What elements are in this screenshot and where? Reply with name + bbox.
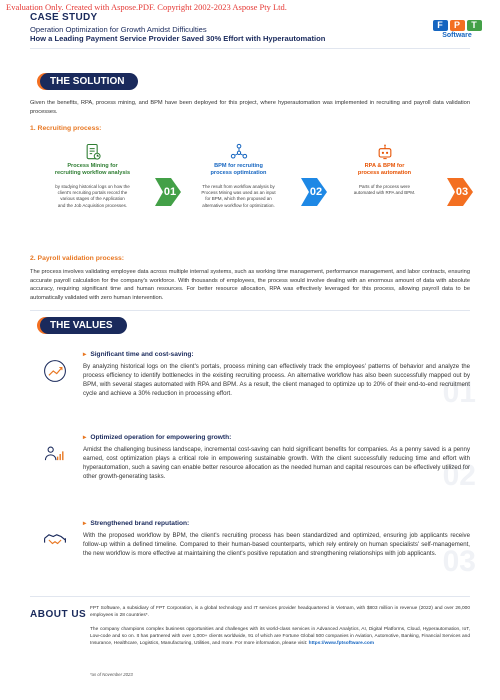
value-description: By analyzing historical logs on the client's portals, process mining can effectively track the employees' patterns of behavior and analyze the process efficiency to identify bottlenecks in the existing recruiting process. An alternative workflow has also been successfully mapped out by BPM, with several stages automated with RPA and BPM. As a result, the client managed to optimize up to 20% of their end-to-end recruitment cycle and achieve a 30% reduction in processing effort. [83,363,470,398]
document-chart-icon [83,142,103,162]
network-people-icon [229,142,249,162]
values-banner: THE VALUES [40,317,127,334]
value-description: Amidst the challenging business landscape, incremental cost-saving can hold significant benefits for companies. As a penny saved is a penny earned, cost optimization plays a critical role in empowering sustainable growth. With the client successfully reducing time and effort with hyperautomation, such a saving can enable better resource allocation as the needed human and capital resources can be effectively utilized for other growth-generating tasks. [83,446,470,481]
solution-intro: Given the benefits, RPA, process mining, and BPM have been deployed for this project, where hyperautomation was implemented in recruiting and payroll data validation processes. [30,100,470,115]
robot-icon [375,142,395,162]
value-item [30,519,476,597]
about-us-details-text: The company champions complex business opportunities and challenges with its world-class services in Advanced Analytics, AI, Digital Platforms, Cloud, Hyperautomation, IoT, Low-code and so on. It has partnered with over 1,000+ clients worldwide, 91 of which are Fortune Global 500 companies in Aviation, Automotive, Banking, Financial Services and Insurance, Healthcare, Logistics, Manufacturing, Utilities, and more. For more information, please visit: [90,627,470,646]
step-description: by studying historical logs on how the client's recruiting portals record the various stages of the Application and the Job Acquisition processes. [55,184,130,208]
logo-caption: Software [442,32,472,39]
about-us-title: ABOUT US [30,609,87,620]
solution-banner: THE SOLUTION [40,73,138,90]
payroll-process-text: The process involves validating employee data across multiple internal systems, such as working time management, performance management, and labor contracts, ensuring accurate payroll calculation for the company's workforce. With thousands of employees, the process would involve dealing with an enormous amount of data with absolute accuracy, requiring significant time and human resources. For better resource allocation, RPA was effectively leveraged for this process, allowing payroll data to be automatically validated with zero human intervention. [30,269,470,301]
payroll-process-heading: 2. Payroll validation process: [30,255,125,262]
logo-letters [426,20,488,31]
section-divider [30,310,470,311]
value-description: With the proposed workflow by BPM, the client's recruiting process has been standardized and optimized, ensuring job applicants receive follow-up within a defined timeline. Compared to their human-based counterparts, which rely entirely on human specialists' self-management, the new workflow is more effective at maintaining the client's positive reputation and strengthening relationships with job applicants. [83,532,470,558]
value-title [83,350,194,358]
value-watermark-number: 01 [442,376,476,409]
value-watermark-number: 02 [442,459,476,492]
value-title [83,519,189,527]
value-watermark-number: 03 [442,545,476,578]
recruiting-steps [30,142,470,242]
step-title: RPA & BPM for process automation [357,163,412,176]
value-title [83,433,231,441]
value-title-text: Significant time and cost-saving: [90,351,194,358]
step-number: 02 [309,186,323,198]
value-title-text: Optimized operation for empowering growth: [90,434,232,441]
about-us-intro: FPT Software, a subsidiary of FPT Corporation, is a global technology and IT services provider headquartered in Vietnam, with $803 million in revenue (2022) and over 26,000 employees in 28 countries*. [90,606,470,618]
people-growth-icon [42,441,68,467]
step-title: Process Mining for recruiting workflow analysis [54,163,131,176]
value-item [30,350,476,428]
logo-letter: F [433,20,448,31]
value-item [30,433,476,511]
website-link[interactable]: https://www.fptsoftware.com [308,640,375,646]
page-subtitle: Operation Optimization for Growth Amidst Difficulties [30,25,207,34]
about-divider [30,596,470,597]
header-divider [30,48,470,49]
value-title-text: Strengthened brand reputation: [90,520,190,527]
growth-chart-icon [42,358,68,384]
bullet-icon: ▸ [83,520,87,527]
bullet-icon: ▸ [83,351,87,358]
about-us-details [90,627,470,648]
handshake-icon [42,527,68,553]
step-title: BPM for recruiting process optimization [210,163,267,176]
fpt-software-logo [426,20,488,39]
step-number: 01 [163,186,177,198]
step-description: Parts of the process were automated with RPA and BPM. [353,184,416,196]
step-number: 03 [455,186,469,198]
recruiting-process-heading: 1. Recruiting process: [30,125,102,132]
case-study-label: CASE STUDY [30,12,98,23]
footnote: *as of November 2023 [90,672,133,677]
evaluation-watermark: Evaluation Only. Created with Aspose.PDF. Copyright 2002-2023 Aspose Pty Ltd. [6,2,287,12]
page-title: How a Leading Payment Service Provider Saved 30% Effort with Hyperautomation [30,34,326,43]
step-description: The result from workflow analysis by Process Mining was used as an input for BPM, which then proposed an alternative workflow for optimization. [201,184,276,208]
bullet-icon: ▸ [83,434,87,441]
logo-letter: P [450,20,465,31]
logo-letter: T [467,20,482,31]
